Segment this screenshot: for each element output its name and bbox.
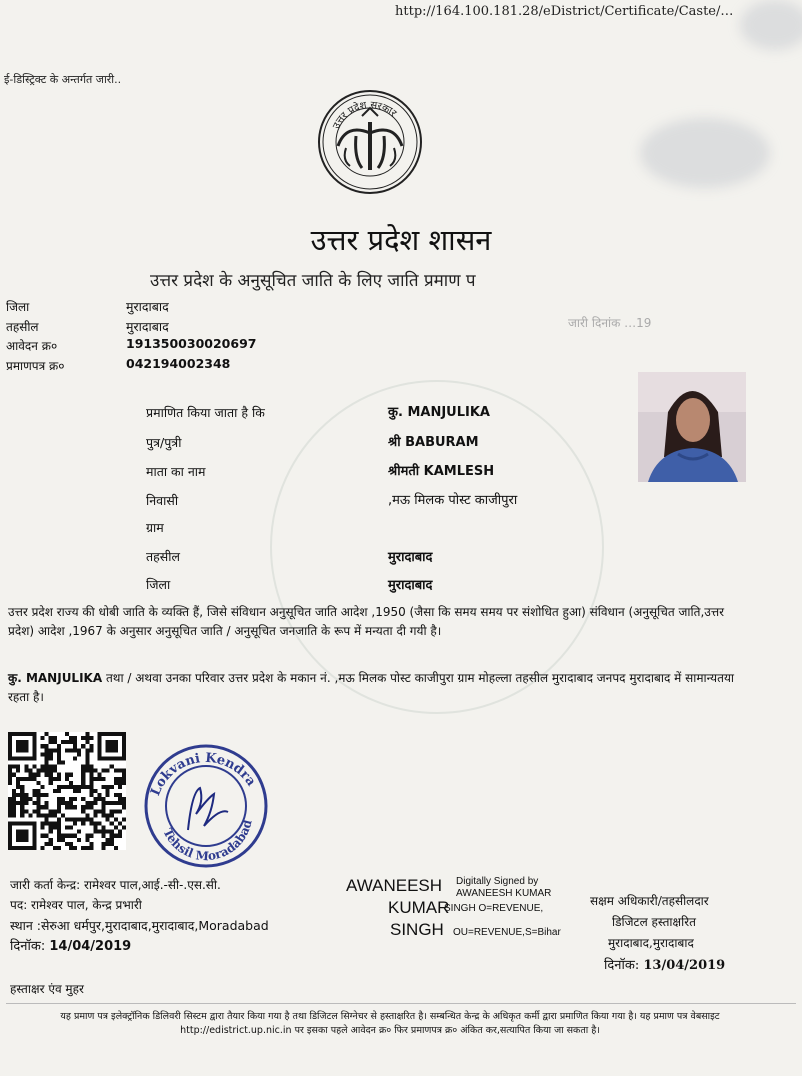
detail-value-name: कु. MANJULIKA <box>388 405 490 420</box>
meta-label-certificate-no: प्रमाणपत्र क्र० <box>6 359 65 373</box>
meta-value-application-no: 191350030020697 <box>126 336 257 351</box>
page-url: http://164.100.181.28/eDistrict/Certificate/Caste/… <box>395 4 734 19</box>
certificate-title: उत्तर प्रदेश के अनुसूचित जाति के लिए जाति प्रमाण प <box>150 271 476 291</box>
header-note: ई-डिस्ट्रिक्ट के अन्तर्गत जारी.. <box>4 73 122 86</box>
stamp-bottom-text: Tehsil Moradabad <box>160 818 255 864</box>
sig-name-line2: KUMAR <box>388 898 450 917</box>
sig-name-line1: AWANEESH <box>346 876 443 895</box>
residence-statement <box>8 669 748 707</box>
detail-value-resident: ,मऊ मिलक पोस्ट काजीपुरा <box>388 493 518 508</box>
signature-scribble <box>188 788 228 830</box>
stamp-top-text: Lokvani Kendra <box>148 750 259 799</box>
issuer-date: 14/04/2019 <box>49 939 132 954</box>
issuer-date-row <box>10 936 131 954</box>
caste-statement: उत्तर प्रदेश राज्य की धोबी जाति के व्यक्ति हैं, जिसे संविधान अनुसूचित जाति आदेश ,1950 (जैसा कि समय समय पर संशोधित हुआ) संविधान (अनुसूचित जाति,उत्तर प्रदेश) आदेश ,1967 के अनुसार अनुसूचित जाति / अनुसूचित जनजाति के रूप में मन्यता दी गयी है। <box>8 605 725 638</box>
meta-value-certificate-no: 042194002348 <box>126 356 231 371</box>
meta-label-application-no: आवेदन क्र० <box>6 339 58 353</box>
detail-label-tehsil: तहसील <box>146 549 180 564</box>
detail-label-resident: निवासी <box>146 493 179 508</box>
meta-label-tehsil: तहसील <box>6 320 39 334</box>
issuer-post: पद: रामेश्वर पाल, केन्द्र प्रभारी <box>10 898 142 912</box>
authority-digital: डिजिटल हस्ताक्षरित <box>612 915 696 929</box>
detail-value-district: मुरादाबाद <box>388 578 433 593</box>
residence-name: कु. MANJULIKA <box>8 671 103 685</box>
up-govt-emblem-icon <box>316 88 424 196</box>
emblem-text: उत्तर प्रदेश सरकार <box>331 99 399 131</box>
paper-smudge <box>640 118 770 188</box>
residence-text: तथा / अथवा उनका परिवार उत्तर प्रदेश के मकान नं. ,मऊ मिलक पोस्ट काजीपुरा ग्राम मोहल्ला तहसील मुरादाबाद जनपद मुरादाबाद में सामान्यतया रहता है। <box>8 671 735 704</box>
authority-title: सक्षम अधिकारी/तहसीलदार <box>590 894 709 908</box>
paper-smudge <box>740 0 802 50</box>
meta-value-district: मुरादाबाद <box>126 299 169 314</box>
applicant-photo-image <box>638 372 746 482</box>
sig-detail-3: OU=REVENUE,S=Bihar <box>453 927 561 938</box>
issuer-center: जारी कर्ता केन्द्र: रामेश्वर पाल,आई.-सी-.एस.सी. <box>10 878 221 892</box>
sig-detail-1a: Digitally Signed by <box>456 876 539 887</box>
applicant-photo <box>638 372 746 482</box>
issuer-place: स्थान :सेरुआ धर्मपुर,मुरादाबाद,मुरादाबाद,Moradabad <box>10 918 269 933</box>
detail-label-district: जिला <box>146 577 171 592</box>
sig-detail-1b: AWANEESH KUMAR <box>456 888 552 899</box>
detail-label-village: ग्राम <box>146 520 164 535</box>
watermark-emblem <box>270 380 604 714</box>
sig-detail-2: SINGH O=REVENUE, <box>444 903 544 914</box>
government-title: उत्तर प्रदेश शासन <box>310 223 492 257</box>
footer-divider <box>6 1003 796 1004</box>
qr-code-icon <box>8 732 126 850</box>
detail-label-son-daughter: पुत्र/पुत्री <box>146 435 182 450</box>
sign-and-seal-label: हस्ताक्षर एंव मुहर <box>10 982 84 996</box>
detail-value-mother: श्रीमती KAMLESH <box>388 464 495 479</box>
detail-value-tehsil: मुरादाबाद <box>388 550 433 565</box>
meta-value-tehsil: मुरादाबाद <box>126 319 169 334</box>
faded-issue-date: जारी दिनांक …19 <box>568 316 652 330</box>
footer-note: यह प्रमाण पत्र इलेक्ट्रॉनिक डिलिवरी सिस्टम द्वारा तैयार किया गया है तथा डिजिटल सिग्नेचर से हस्ताक्षरित है। सम्बन्धित केन्द्र के अधिकृत कर्मी द्वारा प्रमाणित किया गया है। यह प्रमाण पत्र वेबसाइट http://edistrict.up.nic.in पर इसका पहले आवेदन क्र० फिर प्रमाणपत्र क्र० अंकित कर,सत्यापित किया जा सकता है। <box>60 1011 720 1036</box>
sig-name-line3: SINGH <box>390 920 444 939</box>
authority-date-label: दिनॉक: <box>604 958 640 973</box>
detail-label-certified: प्रमाणित किया जाता है कि <box>146 405 265 420</box>
detail-label-mother: माता का नाम <box>146 464 206 479</box>
lokvani-kendra-stamp <box>142 742 270 870</box>
detail-value-father: श्री BABURAM <box>388 435 479 450</box>
authority-date: 13/04/2019 <box>643 958 726 973</box>
meta-label-district: जिला <box>6 300 30 314</box>
issuer-date-label: दिनॉक: <box>10 939 46 954</box>
authority-date-row <box>604 955 725 973</box>
authority-place: मुरादाबाद,मुरादाबाद <box>608 936 694 950</box>
